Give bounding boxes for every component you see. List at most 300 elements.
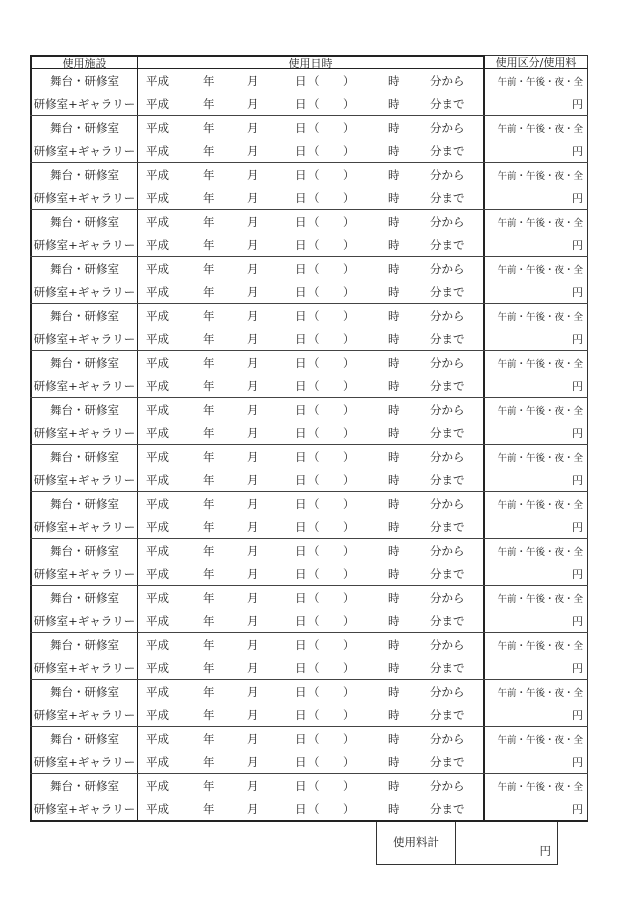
- datetime-paren-open-label: （: [308, 496, 320, 511]
- datetime-year-label: 年: [203, 143, 215, 158]
- datetime-hour-label: 時: [388, 167, 400, 182]
- datetime-month-label: 月: [247, 731, 259, 746]
- datetime-month-label: 月: [247, 684, 259, 699]
- datetime-hour-label: 時: [388, 684, 400, 699]
- datetime-paren-open-label: （: [308, 73, 320, 88]
- datetime-month-label: 月: [247, 519, 259, 534]
- usage-row: [30, 351, 588, 398]
- datetime-paren-open-label: （: [308, 754, 320, 769]
- datetime-year-label: 年: [203, 120, 215, 135]
- fee-amount-field[interactable]: 円: [572, 238, 583, 252]
- start-datetime[interactable]: [138, 492, 483, 515]
- facility-gallery-option[interactable]: 研修室+ギャラリー: [33, 331, 136, 346]
- datetime-paren-open-label: （: [308, 378, 320, 393]
- facility-stage-option[interactable]: 舞台・研修室: [50, 402, 119, 417]
- facility-cell: [30, 304, 138, 350]
- datetime-paren-close-label: ）: [343, 613, 355, 628]
- datetime-era-label: 平成: [146, 308, 169, 323]
- datetime-year-label: 年: [203, 425, 215, 440]
- datetime-month-label: 月: [247, 143, 259, 158]
- fee-amount-field[interactable]: 円: [572, 708, 583, 722]
- datetime-paren-close-label: ）: [343, 190, 355, 205]
- fee-period-options[interactable]: 午前・午後・夜・全: [497, 264, 583, 276]
- datetime-month-label: 月: [247, 355, 259, 370]
- facility-cell: [30, 586, 138, 632]
- fee-period-options[interactable]: 午前・午後・夜・全: [497, 640, 583, 652]
- datetime-era-label: 平成: [146, 190, 169, 205]
- datetime-era-label: 平成: [146, 73, 169, 88]
- datetime-paren-close-label: ）: [343, 543, 355, 558]
- datetime-month-label: 月: [247, 167, 259, 182]
- end-datetime[interactable]: [138, 609, 483, 632]
- end-datetime[interactable]: [138, 750, 483, 773]
- datetime-from-label: 分から: [430, 543, 465, 558]
- facility-stage-option[interactable]: 舞台・研修室: [50, 637, 119, 652]
- datetime-era-label: 平成: [146, 637, 169, 652]
- start-datetime[interactable]: [138, 116, 483, 139]
- fee-cell: [485, 210, 588, 256]
- fee-cell: [485, 163, 588, 209]
- facility-cell: [30, 351, 138, 397]
- fee-amount-field[interactable]: 円: [572, 661, 583, 675]
- datetime-year-label: 年: [203, 378, 215, 393]
- datetime-day-label: 日: [295, 261, 307, 276]
- facility-stage-option[interactable]: 舞台・研修室: [50, 731, 119, 746]
- datetime-until-label: 分まで: [430, 425, 465, 440]
- fee-amount-field[interactable]: 円: [572, 191, 583, 205]
- usage-row: [30, 539, 588, 586]
- datetime-year-label: 年: [203, 590, 215, 605]
- end-datetime[interactable]: [138, 186, 483, 209]
- header-datetime: 使用日時: [138, 55, 485, 69]
- fee-amount-field[interactable]: 円: [572, 332, 583, 346]
- fee-period-options[interactable]: 午前・午後・夜・全: [497, 358, 583, 370]
- datetime-era-label: 平成: [146, 684, 169, 699]
- datetime-until-label: 分まで: [430, 331, 465, 346]
- datetime-paren-open-label: （: [308, 190, 320, 205]
- facility-cell: [30, 445, 138, 491]
- start-datetime[interactable]: [138, 210, 483, 233]
- datetime-paren-open-label: （: [308, 425, 320, 440]
- datetime-month-label: 月: [247, 284, 259, 299]
- facility-gallery-option[interactable]: 研修室+ギャラリー: [33, 425, 136, 440]
- datetime-from-label: 分から: [430, 120, 465, 135]
- facility-cell: [30, 633, 138, 679]
- facility-gallery-option[interactable]: 研修室+ギャラリー: [33, 754, 136, 769]
- datetime-hour-label: 時: [388, 214, 400, 229]
- datetime-paren-open-label: （: [308, 355, 320, 370]
- datetime-day-label: 日: [295, 143, 307, 158]
- datetime-from-label: 分から: [430, 167, 465, 182]
- datetime-year-label: 年: [203, 543, 215, 558]
- fee-cell: [485, 69, 588, 115]
- datetime-month-label: 月: [247, 308, 259, 323]
- datetime-year-label: 年: [203, 167, 215, 182]
- fee-cell: [485, 304, 588, 350]
- datetime-from-label: 分から: [430, 778, 465, 793]
- datetime-until-label: 分まで: [430, 660, 465, 675]
- datetime-day-label: 日: [295, 731, 307, 746]
- datetime-until-label: 分まで: [430, 378, 465, 393]
- fee-amount-field[interactable]: 円: [572, 755, 583, 769]
- facility-stage-option[interactable]: 舞台・研修室: [50, 167, 119, 182]
- datetime-era-label: 平成: [146, 590, 169, 605]
- datetime-paren-open-label: （: [308, 613, 320, 628]
- fee-period-options[interactable]: 午前・午後・夜・全: [497, 76, 583, 88]
- total-fee-field[interactable]: [455, 822, 558, 865]
- facility-stage-option[interactable]: 舞台・研修室: [50, 261, 119, 276]
- datetime-from-label: 分から: [430, 496, 465, 511]
- datetime-day-label: 日: [295, 566, 307, 581]
- fee-period-options[interactable]: 午前・午後・夜・全: [497, 781, 583, 793]
- datetime-year-label: 年: [203, 754, 215, 769]
- datetime-year-label: 年: [203, 73, 215, 88]
- datetime-year-label: 年: [203, 731, 215, 746]
- datetime-paren-open-label: （: [308, 778, 320, 793]
- datetime-year-label: 年: [203, 684, 215, 699]
- datetime-hour-label: 時: [388, 519, 400, 534]
- facility-gallery-option[interactable]: 研修室+ギャラリー: [33, 707, 136, 722]
- datetime-era-label: 平成: [146, 120, 169, 135]
- datetime-from-label: 分から: [430, 261, 465, 276]
- facility-cell: [30, 257, 138, 303]
- datetime-hour-label: 時: [388, 190, 400, 205]
- start-datetime[interactable]: [138, 727, 483, 750]
- datetime-day-label: 日: [295, 378, 307, 393]
- datetime-paren-open-label: （: [308, 543, 320, 558]
- facility-stage-option[interactable]: 舞台・研修室: [50, 684, 119, 699]
- fee-amount-field[interactable]: 円: [572, 802, 583, 816]
- datetime-era-label: 平成: [146, 284, 169, 299]
- facility-gallery-option[interactable]: 研修室+ギャラリー: [33, 96, 136, 111]
- fee-cell: [485, 351, 588, 397]
- datetime-paren-close-label: ）: [343, 801, 355, 816]
- facility-cell: [30, 774, 138, 820]
- datetime-paren-close-label: ）: [343, 378, 355, 393]
- datetime-year-label: 年: [203, 778, 215, 793]
- datetime-cell: [138, 774, 485, 820]
- facility-stage-option[interactable]: 舞台・研修室: [50, 355, 119, 370]
- usage-row: [30, 304, 588, 351]
- end-datetime[interactable]: [138, 139, 483, 162]
- datetime-year-label: 年: [203, 449, 215, 464]
- datetime-day-label: 日: [295, 754, 307, 769]
- datetime-day-label: 日: [295, 519, 307, 534]
- datetime-paren-open-label: （: [308, 96, 320, 111]
- datetime-era-label: 平成: [146, 402, 169, 417]
- datetime-paren-close-label: ）: [343, 449, 355, 464]
- datetime-era-label: 平成: [146, 566, 169, 581]
- datetime-day-label: 日: [295, 660, 307, 675]
- datetime-paren-open-label: （: [308, 449, 320, 464]
- facility-gallery-option[interactable]: 研修室+ギャラリー: [33, 660, 136, 675]
- fee-period-options[interactable]: 午前・午後・夜・全: [497, 734, 583, 746]
- usage-row: [30, 586, 588, 633]
- datetime-until-label: 分まで: [430, 284, 465, 299]
- facility-gallery-option[interactable]: 研修室+ギャラリー: [33, 143, 136, 158]
- header-fee: 使用区分/使用料: [485, 55, 588, 69]
- fee-period-options[interactable]: 午前・午後・夜・全: [497, 311, 583, 323]
- datetime-paren-open-label: （: [308, 402, 320, 417]
- fee-period-options[interactable]: 午前・午後・夜・全: [497, 217, 583, 229]
- fee-period-options[interactable]: 午前・午後・夜・全: [497, 593, 583, 605]
- datetime-era-label: 平成: [146, 96, 169, 111]
- datetime-paren-close-label: ）: [343, 331, 355, 346]
- start-datetime[interactable]: [138, 586, 483, 609]
- facility-stage-option[interactable]: 舞台・研修室: [50, 449, 119, 464]
- end-datetime[interactable]: [138, 374, 483, 397]
- facility-gallery-option[interactable]: 研修室+ギャラリー: [33, 519, 136, 534]
- datetime-paren-close-label: ）: [343, 237, 355, 252]
- fee-period-options[interactable]: 午前・午後・夜・全: [497, 499, 583, 511]
- datetime-paren-close-label: ）: [343, 402, 355, 417]
- datetime-year-label: 年: [203, 660, 215, 675]
- datetime-paren-close-label: ）: [343, 754, 355, 769]
- datetime-from-label: 分から: [430, 637, 465, 652]
- datetime-day-label: 日: [295, 637, 307, 652]
- end-datetime[interactable]: [138, 280, 483, 303]
- datetime-paren-close-label: ）: [343, 143, 355, 158]
- usage-row: [30, 633, 588, 680]
- datetime-from-label: 分から: [430, 731, 465, 746]
- facility-gallery-option[interactable]: 研修室+ギャラリー: [33, 472, 136, 487]
- facility-stage-option[interactable]: 舞台・研修室: [50, 778, 119, 793]
- datetime-era-label: 平成: [146, 543, 169, 558]
- datetime-month-label: 月: [247, 449, 259, 464]
- start-datetime[interactable]: [138, 539, 483, 562]
- fee-cell: [485, 257, 588, 303]
- fee-amount-field[interactable]: 円: [572, 520, 583, 534]
- fee-amount-field[interactable]: 円: [572, 473, 583, 487]
- datetime-from-label: 分から: [430, 402, 465, 417]
- datetime-paren-close-label: ）: [343, 778, 355, 793]
- datetime-paren-close-label: ）: [343, 425, 355, 440]
- facility-gallery-option[interactable]: 研修室+ギャラリー: [33, 566, 136, 581]
- datetime-month-label: 月: [247, 402, 259, 417]
- datetime-month-label: 月: [247, 754, 259, 769]
- datetime-era-label: 平成: [146, 778, 169, 793]
- fee-amount-field[interactable]: 円: [572, 426, 583, 440]
- datetime-year-label: 年: [203, 472, 215, 487]
- datetime-cell: [138, 116, 485, 162]
- datetime-until-label: 分まで: [430, 237, 465, 252]
- datetime-year-label: 年: [203, 308, 215, 323]
- datetime-paren-close-label: ）: [343, 684, 355, 699]
- fee-period-options[interactable]: 午前・午後・夜・全: [497, 170, 583, 182]
- end-datetime[interactable]: [138, 327, 483, 350]
- datetime-era-label: 平成: [146, 237, 169, 252]
- end-datetime[interactable]: [138, 797, 483, 820]
- datetime-until-label: 分まで: [430, 519, 465, 534]
- usage-row: [30, 774, 588, 822]
- facility-gallery-option[interactable]: 研修室+ギャラリー: [33, 801, 136, 816]
- datetime-from-label: 分から: [430, 449, 465, 464]
- fee-amount-field[interactable]: 円: [572, 567, 583, 581]
- datetime-month-label: 月: [247, 778, 259, 793]
- usage-row: [30, 163, 588, 210]
- usage-row: [30, 398, 588, 445]
- datetime-day-label: 日: [295, 167, 307, 182]
- usage-row: [30, 727, 588, 774]
- datetime-month-label: 月: [247, 120, 259, 135]
- facility-gallery-option[interactable]: 研修室+ギャラリー: [33, 190, 136, 205]
- datetime-month-label: 月: [247, 96, 259, 111]
- datetime-paren-close-label: ）: [343, 284, 355, 299]
- datetime-hour-label: 時: [388, 143, 400, 158]
- datetime-day-label: 日: [295, 237, 307, 252]
- fee-period-options[interactable]: 午前・午後・夜・全: [497, 452, 583, 464]
- start-datetime[interactable]: [138, 351, 483, 374]
- datetime-month-label: 月: [247, 660, 259, 675]
- datetime-month-label: 月: [247, 237, 259, 252]
- facility-cell: [30, 680, 138, 726]
- fee-period-options[interactable]: 午前・午後・夜・全: [497, 687, 583, 699]
- end-datetime[interactable]: [138, 562, 483, 585]
- datetime-hour-label: 時: [388, 496, 400, 511]
- datetime-paren-close-label: ）: [343, 590, 355, 605]
- datetime-year-label: 年: [203, 190, 215, 205]
- datetime-hour-label: 時: [388, 801, 400, 816]
- end-datetime[interactable]: [138, 92, 483, 115]
- facility-stage-option[interactable]: 舞台・研修室: [50, 543, 119, 558]
- facility-stage-option[interactable]: 舞台・研修室: [50, 496, 119, 511]
- datetime-era-label: 平成: [146, 449, 169, 464]
- header-facility: 使用施設: [30, 55, 138, 69]
- datetime-year-label: 年: [203, 96, 215, 111]
- fee-amount-field[interactable]: 円: [572, 285, 583, 299]
- datetime-day-label: 日: [295, 613, 307, 628]
- start-datetime[interactable]: [138, 304, 483, 327]
- start-datetime[interactable]: [138, 774, 483, 797]
- datetime-day-label: 日: [295, 801, 307, 816]
- datetime-month-label: 月: [247, 190, 259, 205]
- datetime-era-label: 平成: [146, 660, 169, 675]
- usage-rows: [30, 69, 588, 822]
- datetime-day-label: 日: [295, 402, 307, 417]
- datetime-day-label: 日: [295, 284, 307, 299]
- end-datetime[interactable]: [138, 515, 483, 538]
- end-datetime[interactable]: [138, 656, 483, 679]
- datetime-paren-close-label: ）: [343, 308, 355, 323]
- datetime-day-label: 日: [295, 449, 307, 464]
- start-datetime[interactable]: [138, 398, 483, 421]
- datetime-hour-label: 時: [388, 237, 400, 252]
- datetime-day-label: 日: [295, 707, 307, 722]
- datetime-year-label: 年: [203, 801, 215, 816]
- end-datetime[interactable]: [138, 468, 483, 491]
- datetime-month-label: 月: [247, 637, 259, 652]
- datetime-hour-label: 時: [388, 425, 400, 440]
- datetime-from-label: 分から: [430, 308, 465, 323]
- start-datetime[interactable]: [138, 257, 483, 280]
- datetime-paren-open-label: （: [308, 707, 320, 722]
- fee-amount-field[interactable]: 円: [572, 379, 583, 393]
- facility-gallery-option[interactable]: 研修室+ギャラリー: [33, 613, 136, 628]
- datetime-paren-open-label: （: [308, 284, 320, 299]
- fee-period-options[interactable]: 午前・午後・夜・全: [497, 546, 583, 558]
- facility-stage-option[interactable]: 舞台・研修室: [50, 120, 119, 135]
- datetime-era-label: 平成: [146, 143, 169, 158]
- fee-cell: [485, 445, 588, 491]
- end-datetime[interactable]: [138, 703, 483, 726]
- datetime-hour-label: 時: [388, 120, 400, 135]
- datetime-month-label: 月: [247, 472, 259, 487]
- datetime-month-label: 月: [247, 214, 259, 229]
- start-datetime[interactable]: [138, 633, 483, 656]
- end-datetime[interactable]: [138, 233, 483, 256]
- usage-row: [30, 210, 588, 257]
- facility-stage-option[interactable]: 舞台・研修室: [50, 308, 119, 323]
- datetime-paren-open-label: （: [308, 566, 320, 581]
- datetime-until-label: 分まで: [430, 190, 465, 205]
- datetime-paren-close-label: ）: [343, 261, 355, 276]
- fee-cell: [485, 116, 588, 162]
- fee-amount-field[interactable]: 円: [572, 97, 583, 111]
- datetime-from-label: 分から: [430, 355, 465, 370]
- datetime-year-label: 年: [203, 613, 215, 628]
- facility-cell: [30, 539, 138, 585]
- facility-gallery-option[interactable]: 研修室+ギャラリー: [33, 237, 136, 252]
- facility-stage-option[interactable]: 舞台・研修室: [50, 214, 119, 229]
- datetime-until-label: 分まで: [430, 613, 465, 628]
- datetime-paren-close-label: ）: [343, 472, 355, 487]
- facility-gallery-option[interactable]: 研修室+ギャラリー: [33, 284, 136, 299]
- facility-gallery-option[interactable]: 研修室+ギャラリー: [33, 378, 136, 393]
- datetime-until-label: 分まで: [430, 96, 465, 111]
- datetime-paren-open-label: （: [308, 684, 320, 699]
- usage-row: [30, 116, 588, 163]
- start-datetime[interactable]: [138, 69, 483, 92]
- datetime-hour-label: 時: [388, 331, 400, 346]
- datetime-era-label: 平成: [146, 331, 169, 346]
- datetime-day-label: 日: [295, 214, 307, 229]
- fee-amount-field[interactable]: 円: [572, 614, 583, 628]
- datetime-day-label: 日: [295, 190, 307, 205]
- datetime-year-label: 年: [203, 496, 215, 511]
- datetime-paren-open-label: （: [308, 731, 320, 746]
- datetime-from-label: 分から: [430, 684, 465, 699]
- total-fee-label: 使用料計: [376, 822, 455, 865]
- datetime-era-label: 平成: [146, 496, 169, 511]
- facility-stage-option[interactable]: 舞台・研修室: [50, 590, 119, 605]
- start-datetime[interactable]: [138, 445, 483, 468]
- datetime-month-label: 月: [247, 261, 259, 276]
- datetime-hour-label: 時: [388, 308, 400, 323]
- start-datetime[interactable]: [138, 680, 483, 703]
- datetime-hour-label: 時: [388, 543, 400, 558]
- datetime-era-label: 平成: [146, 754, 169, 769]
- start-datetime[interactable]: [138, 163, 483, 186]
- datetime-paren-close-label: ）: [343, 167, 355, 182]
- datetime-month-label: 月: [247, 613, 259, 628]
- fee-amount-field[interactable]: 円: [572, 144, 583, 158]
- end-datetime[interactable]: [138, 421, 483, 444]
- fee-period-options[interactable]: 午前・午後・夜・全: [497, 123, 583, 135]
- datetime-from-label: 分から: [430, 214, 465, 229]
- facility-stage-option[interactable]: 舞台・研修室: [50, 73, 119, 88]
- fee-cell: [485, 633, 588, 679]
- datetime-year-label: 年: [203, 355, 215, 370]
- fee-cell: [485, 398, 588, 444]
- datetime-month-label: 月: [247, 496, 259, 511]
- datetime-hour-label: 時: [388, 449, 400, 464]
- datetime-cell: [138, 163, 485, 209]
- datetime-hour-label: 時: [388, 637, 400, 652]
- datetime-era-label: 平成: [146, 261, 169, 276]
- fee-period-options[interactable]: 午前・午後・夜・全: [497, 405, 583, 417]
- datetime-hour-label: 時: [388, 261, 400, 276]
- datetime-paren-close-label: ）: [343, 660, 355, 675]
